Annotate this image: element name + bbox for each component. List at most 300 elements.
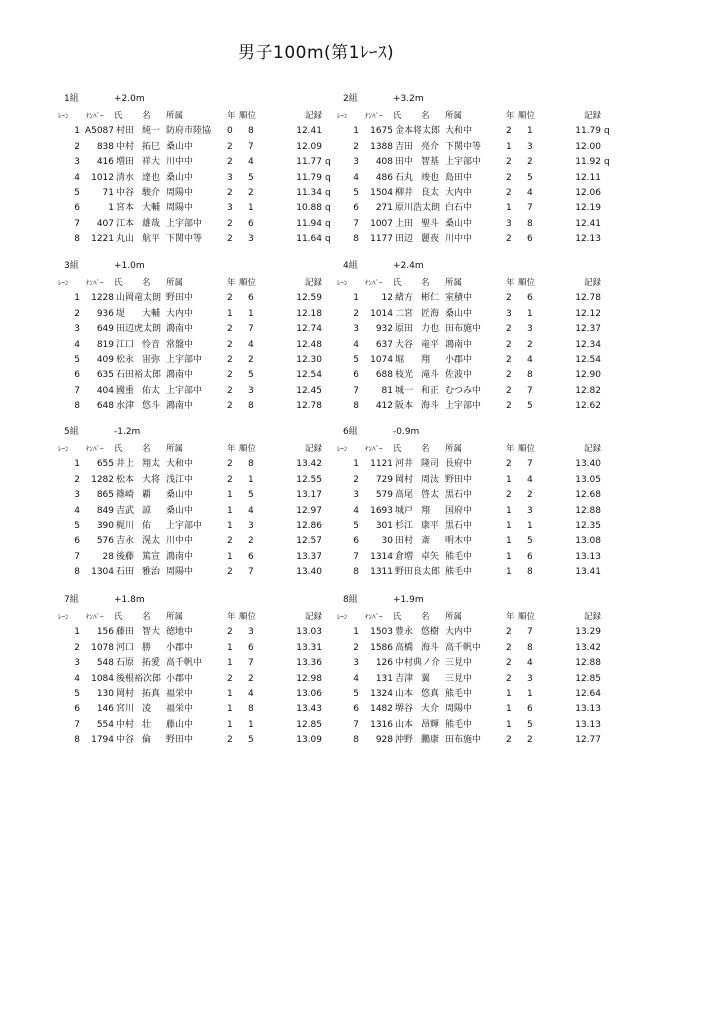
group-wind: +1.0m bbox=[114, 261, 145, 271]
cell-rec: 12.41 bbox=[296, 126, 322, 137]
cell-giv: 祥大 bbox=[142, 157, 161, 168]
cell-yr: 3 bbox=[506, 308, 512, 319]
cell-lane: 5 bbox=[353, 688, 359, 699]
cell-num: 1794 bbox=[91, 735, 114, 746]
cell-lane: 7 bbox=[74, 719, 80, 730]
result-row bbox=[337, 171, 657, 186]
cell-yr: 2 bbox=[227, 401, 233, 412]
cell-giv: 純一 bbox=[142, 126, 161, 137]
result-row bbox=[58, 155, 378, 170]
result-row bbox=[337, 672, 657, 687]
header-school: 所属 bbox=[445, 278, 463, 288]
cell-sur: 吉武 bbox=[116, 505, 135, 516]
cell-rank: 1 bbox=[527, 126, 533, 137]
cell-lane: 5 bbox=[353, 187, 359, 198]
cell-giv: 大輔 bbox=[142, 203, 161, 214]
cell-sur: 野田良太郎 bbox=[395, 567, 441, 578]
cell-yr: 2 bbox=[506, 673, 512, 684]
page-title: 男子100m(第1ﾚｰｽ) bbox=[238, 43, 395, 63]
cell-rank: 1 bbox=[248, 308, 254, 319]
cell-rec: 12.85 bbox=[296, 719, 322, 730]
cell-yr: 1 bbox=[506, 203, 512, 214]
header-number: ﾅﾝﾊﾞｰ bbox=[365, 112, 383, 120]
result-row bbox=[58, 457, 378, 472]
cell-rec: 13.37 bbox=[296, 551, 322, 562]
cell-yr: 2 bbox=[227, 157, 233, 168]
header-year: 年 bbox=[227, 444, 236, 454]
result-row bbox=[58, 504, 378, 519]
cell-num: 1177 bbox=[370, 234, 393, 245]
header-record: 記録 bbox=[304, 444, 322, 454]
result-row bbox=[58, 687, 378, 702]
cell-yr: 1 bbox=[506, 505, 512, 516]
cell-yr: 2 bbox=[506, 293, 512, 304]
header-surname: 氏 bbox=[393, 444, 402, 454]
cell-lane: 6 bbox=[74, 203, 80, 214]
column-header-row bbox=[337, 610, 657, 625]
cell-rank: 5 bbox=[248, 172, 254, 183]
header-record: 記録 bbox=[304, 278, 322, 288]
cell-num: 1282 bbox=[91, 474, 114, 485]
header-lane: ﾚｰﾝ bbox=[337, 613, 348, 621]
cell-giv: 彬仁 bbox=[421, 293, 440, 304]
result-row bbox=[337, 565, 657, 580]
cell-giv: 和正 bbox=[421, 385, 440, 396]
result-row bbox=[58, 232, 378, 247]
cell-rank: 2 bbox=[527, 339, 533, 350]
cell-num: 1482 bbox=[370, 704, 393, 715]
cell-sur: 杉江 bbox=[395, 520, 414, 531]
header-surname: 氏 bbox=[114, 278, 123, 288]
cell-lane: 4 bbox=[74, 673, 80, 684]
cell-yr: 1 bbox=[227, 704, 233, 715]
cell-rank: 8 bbox=[527, 370, 533, 381]
cell-rec: 11.79 bbox=[296, 172, 322, 183]
cell-num: 1316 bbox=[370, 719, 393, 730]
cell-rank: 2 bbox=[527, 157, 533, 168]
result-row bbox=[58, 625, 378, 640]
cell-sur: 柳井 bbox=[395, 187, 414, 198]
header-school: 所属 bbox=[166, 444, 184, 454]
cell-giv: 篤宣 bbox=[142, 551, 161, 562]
result-row bbox=[337, 457, 657, 472]
cell-rec: 12.88 bbox=[575, 505, 601, 516]
cell-sur: 江口 bbox=[116, 339, 135, 350]
cell-sur: 原川浩太朗 bbox=[395, 203, 441, 214]
cell-rank: 4 bbox=[248, 505, 254, 516]
cell-sch: 田布施中 bbox=[445, 324, 482, 335]
cell-num: 1078 bbox=[91, 642, 114, 653]
cell-sch: 桑山中 bbox=[166, 141, 194, 152]
cell-rank: 3 bbox=[527, 141, 533, 152]
cell-rank: 3 bbox=[248, 520, 254, 531]
cell-sur: 吉津 bbox=[395, 673, 414, 684]
cell-giv: 凌 bbox=[142, 704, 152, 715]
cell-lane: 6 bbox=[353, 370, 359, 381]
cell-sch: 黒石中 bbox=[445, 520, 473, 531]
cell-yr: 2 bbox=[506, 354, 512, 365]
cell-sur: 石丸 bbox=[395, 172, 414, 183]
cell-lane: 8 bbox=[353, 401, 359, 412]
result-row bbox=[58, 353, 378, 368]
cell-num: 1675 bbox=[370, 126, 393, 137]
cell-num: 579 bbox=[375, 490, 393, 501]
cell-rank: 8 bbox=[248, 459, 254, 470]
cell-sch: 桑山中 bbox=[166, 172, 194, 183]
header-given: 名 bbox=[142, 278, 151, 288]
cell-num: 1503 bbox=[370, 627, 393, 638]
header-lane: ﾚｰﾝ bbox=[58, 445, 69, 453]
cell-sur: 篠崎 bbox=[116, 490, 135, 501]
cell-lane: 7 bbox=[74, 385, 80, 396]
cell-rank: 4 bbox=[248, 157, 254, 168]
header-lane: ﾚｰﾝ bbox=[337, 279, 348, 287]
cell-num: 1693 bbox=[370, 505, 393, 516]
cell-lane: 2 bbox=[353, 141, 359, 152]
cell-num: 1228 bbox=[91, 293, 114, 304]
result-row bbox=[337, 322, 657, 337]
race-group bbox=[337, 92, 657, 248]
cell-sch: 高千帆中 bbox=[166, 658, 203, 669]
header-rank: 順位 bbox=[518, 444, 536, 454]
cell-num: 1074 bbox=[370, 354, 393, 365]
cell-rank: 4 bbox=[248, 688, 254, 699]
cell-rank: 7 bbox=[248, 567, 254, 578]
header-surname: 氏 bbox=[114, 612, 123, 622]
result-row bbox=[337, 186, 657, 201]
cell-rec: 12.35 bbox=[575, 520, 601, 531]
header-number: ﾅﾝﾊﾞｰ bbox=[86, 445, 104, 453]
header-given: 名 bbox=[142, 612, 151, 622]
header-year: 年 bbox=[506, 111, 515, 121]
column-header-row bbox=[337, 109, 657, 124]
cell-sch: 下関中等 bbox=[166, 234, 203, 245]
result-row bbox=[58, 171, 378, 186]
cell-sch: 大内中 bbox=[166, 308, 194, 319]
result-row bbox=[58, 368, 378, 383]
cell-num: 1084 bbox=[91, 673, 114, 684]
cell-rec: 12.13 bbox=[575, 234, 601, 245]
cell-num: 1012 bbox=[91, 172, 114, 183]
cell-giv: 翔 bbox=[421, 354, 431, 365]
cell-sch: 周陽中 bbox=[166, 567, 194, 578]
cell-sch: 小郡中 bbox=[445, 354, 473, 365]
group-name: 8組 bbox=[343, 595, 358, 605]
cell-num: 637 bbox=[375, 339, 393, 350]
header-rank: 順位 bbox=[239, 278, 257, 288]
result-row bbox=[337, 718, 657, 733]
cell-giv: 力也 bbox=[421, 324, 440, 335]
cell-rec: 12.09 bbox=[296, 141, 322, 152]
cell-rec: 13.09 bbox=[296, 735, 322, 746]
cell-rank: 5 bbox=[527, 401, 533, 412]
cell-rec: 13.40 bbox=[296, 567, 322, 578]
cell-sur: 松本 bbox=[116, 474, 135, 485]
cell-sur: 中村 bbox=[116, 719, 135, 730]
cell-giv: 雅治 bbox=[142, 567, 161, 578]
cell-sch: 上宇部中 bbox=[445, 401, 482, 412]
cell-num: 156 bbox=[96, 627, 114, 638]
cell-giv: 翔 bbox=[421, 505, 431, 516]
cell-sch: 熊毛中 bbox=[445, 688, 473, 699]
result-row bbox=[337, 504, 657, 519]
cell-sch: 浅江中 bbox=[166, 474, 194, 485]
cell-rec: 12.41 bbox=[575, 218, 601, 229]
header-record: 記録 bbox=[583, 111, 601, 121]
result-row bbox=[337, 201, 657, 216]
cell-yr: 2 bbox=[506, 370, 512, 381]
group-name: 1組 bbox=[64, 94, 79, 104]
header-rank: 順位 bbox=[518, 612, 536, 622]
cell-rec: 12.85 bbox=[575, 673, 601, 684]
cell-sur: 江本 bbox=[116, 218, 135, 229]
cell-sur: 二宮 bbox=[395, 308, 414, 319]
cell-yr: 2 bbox=[227, 141, 233, 152]
cell-sur: 宮川 bbox=[116, 704, 135, 715]
cell-lane: 3 bbox=[74, 658, 80, 669]
cell-lane: 2 bbox=[353, 308, 359, 319]
cell-yr: 2 bbox=[227, 385, 233, 396]
cell-lane: 7 bbox=[353, 218, 359, 229]
header-school: 所属 bbox=[166, 612, 184, 622]
cell-giv: 宙弥 bbox=[142, 354, 161, 365]
cell-num: 576 bbox=[96, 536, 114, 547]
cell-sur: 岡村 bbox=[116, 688, 135, 699]
cell-lane: 4 bbox=[74, 172, 80, 183]
cell-yr: 1 bbox=[506, 567, 512, 578]
result-row bbox=[337, 368, 657, 383]
cell-num: 416 bbox=[96, 157, 114, 168]
cell-yr: 3 bbox=[227, 172, 233, 183]
cell-lane: 3 bbox=[74, 490, 80, 501]
group-name: 4組 bbox=[343, 261, 358, 271]
cell-rank: 5 bbox=[527, 536, 533, 547]
cell-q: q bbox=[325, 234, 331, 245]
cell-yr: 2 bbox=[227, 187, 233, 198]
cell-lane: 1 bbox=[74, 459, 80, 470]
cell-giv: 佑 bbox=[142, 520, 152, 531]
cell-num: 729 bbox=[375, 474, 393, 485]
cell-giv: 海斗 bbox=[421, 401, 440, 412]
cell-yr: 1 bbox=[506, 688, 512, 699]
cell-rank: 7 bbox=[248, 141, 254, 152]
cell-lane: 2 bbox=[353, 474, 359, 485]
cell-lane: 4 bbox=[74, 505, 80, 516]
cell-yr: 2 bbox=[506, 642, 512, 653]
header-rank: 順位 bbox=[239, 444, 257, 454]
cell-sch: 野田中 bbox=[445, 474, 473, 485]
cell-sch: 常盤中 bbox=[166, 339, 194, 350]
cell-sch: 鴻南中 bbox=[445, 339, 473, 350]
cell-rec: 12.82 bbox=[575, 385, 601, 396]
cell-sur: 村田 bbox=[116, 126, 135, 137]
cell-num: 130 bbox=[96, 688, 114, 699]
group-header bbox=[337, 92, 657, 109]
cell-num: 648 bbox=[96, 401, 114, 412]
cell-rank: 2 bbox=[248, 673, 254, 684]
group-wind: +2.4m bbox=[393, 261, 424, 271]
cell-yr: 2 bbox=[506, 401, 512, 412]
cell-giv: 航平 bbox=[142, 234, 161, 245]
cell-num: 1586 bbox=[370, 642, 393, 653]
cell-yr: 2 bbox=[506, 157, 512, 168]
header-school: 所属 bbox=[445, 612, 463, 622]
result-row bbox=[58, 672, 378, 687]
cell-rank: 6 bbox=[527, 704, 533, 715]
cell-sch: 周陽中 bbox=[166, 203, 194, 214]
cell-giv: 周汰 bbox=[421, 474, 440, 485]
header-number: ﾅﾝﾊﾞｰ bbox=[365, 279, 383, 287]
cell-sch: 川中中 bbox=[166, 157, 194, 168]
cell-rec: 13.40 bbox=[575, 459, 601, 470]
column-header-row bbox=[58, 276, 378, 291]
cell-sur: 沖野 bbox=[395, 735, 414, 746]
cell-rec: 13.42 bbox=[575, 642, 601, 653]
cell-sch: 鴻南中 bbox=[166, 551, 194, 562]
header-year: 年 bbox=[227, 612, 236, 622]
cell-giv: 大輔 bbox=[142, 308, 161, 319]
cell-rec: 13.36 bbox=[296, 658, 322, 669]
cell-giv: 隆司 bbox=[421, 459, 440, 470]
result-row bbox=[337, 702, 657, 717]
cell-lane: 4 bbox=[353, 339, 359, 350]
cell-rec: 13.17 bbox=[296, 490, 322, 501]
cell-yr: 1 bbox=[227, 658, 233, 669]
cell-rec: 12.68 bbox=[575, 490, 601, 501]
cell-rec: 13.29 bbox=[575, 627, 601, 638]
cell-sur: 田辺 bbox=[395, 234, 414, 245]
cell-yr: 2 bbox=[227, 324, 233, 335]
cell-sur: 山岡竜太朗 bbox=[116, 293, 162, 304]
result-row bbox=[58, 140, 378, 155]
cell-sch: 上宇部中 bbox=[166, 385, 203, 396]
cell-yr: 1 bbox=[506, 719, 512, 730]
result-row bbox=[337, 232, 657, 247]
cell-giv: 竜平 bbox=[421, 339, 440, 350]
header-surname: 氏 bbox=[393, 612, 402, 622]
result-row bbox=[58, 733, 378, 748]
cell-sch: 三見中 bbox=[445, 673, 473, 684]
cell-q: q bbox=[604, 157, 610, 168]
cell-rank: 6 bbox=[248, 642, 254, 653]
cell-sur: 倉増 bbox=[395, 551, 414, 562]
cell-rec: 12.11 bbox=[575, 172, 601, 183]
cell-rank: 1 bbox=[527, 688, 533, 699]
header-number: ﾅﾝﾊﾞｰ bbox=[86, 279, 104, 287]
result-row bbox=[58, 718, 378, 733]
cell-rec: 12.12 bbox=[575, 308, 601, 319]
cell-lane: 2 bbox=[74, 141, 80, 152]
header-surname: 氏 bbox=[114, 111, 123, 121]
cell-rank: 7 bbox=[527, 627, 533, 638]
cell-num: 849 bbox=[96, 505, 114, 516]
cell-sur: 後藤 bbox=[116, 551, 135, 562]
result-row bbox=[337, 625, 657, 640]
cell-rec: 12.37 bbox=[575, 324, 601, 335]
cell-sur: 緒方 bbox=[395, 293, 414, 304]
result-row bbox=[337, 550, 657, 565]
header-record: 記録 bbox=[583, 278, 601, 288]
cell-rec: 12.45 bbox=[296, 385, 322, 396]
cell-yr: 2 bbox=[506, 126, 512, 137]
cell-num: 865 bbox=[96, 490, 114, 501]
cell-lane: 6 bbox=[353, 704, 359, 715]
cell-num: 126 bbox=[375, 658, 393, 669]
cell-sur: 國重 bbox=[116, 385, 135, 396]
result-row bbox=[58, 384, 378, 399]
cell-lane: 8 bbox=[353, 234, 359, 245]
cell-sur: 田村 bbox=[395, 536, 414, 547]
cell-lane: 1 bbox=[353, 459, 359, 470]
cell-lane: 3 bbox=[353, 658, 359, 669]
cell-giv: 拓真 bbox=[142, 688, 161, 699]
result-row bbox=[337, 687, 657, 702]
result-row bbox=[58, 488, 378, 503]
cell-num: 409 bbox=[96, 354, 114, 365]
header-record: 記録 bbox=[583, 612, 601, 622]
cell-sch: 鴻南中 bbox=[166, 370, 194, 381]
cell-sch: 上宇部中 bbox=[166, 520, 203, 531]
cell-rank: 2 bbox=[527, 490, 533, 501]
cell-sch: 室積中 bbox=[445, 293, 473, 304]
cell-lane: 1 bbox=[74, 126, 80, 137]
cell-yr: 1 bbox=[227, 688, 233, 699]
result-row bbox=[58, 338, 378, 353]
cell-num: 936 bbox=[96, 308, 114, 319]
cell-rec: 13.08 bbox=[575, 536, 601, 547]
cell-lane: 8 bbox=[74, 401, 80, 412]
group-header bbox=[337, 593, 657, 610]
cell-num: 1324 bbox=[370, 688, 393, 699]
cell-sch: 桑山中 bbox=[166, 490, 194, 501]
cell-yr: 1 bbox=[227, 642, 233, 653]
cell-lane: 1 bbox=[353, 627, 359, 638]
cell-yr: 2 bbox=[506, 234, 512, 245]
cell-yr: 2 bbox=[227, 474, 233, 485]
cell-rec: 11.64 bbox=[296, 234, 322, 245]
cell-rank: 3 bbox=[248, 234, 254, 245]
cell-num: 635 bbox=[96, 370, 114, 381]
group-header bbox=[337, 425, 657, 442]
cell-lane: 2 bbox=[74, 642, 80, 653]
result-row bbox=[58, 534, 378, 549]
header-rank: 順位 bbox=[518, 111, 536, 121]
cell-num: 838 bbox=[96, 141, 114, 152]
header-record: 記録 bbox=[304, 612, 322, 622]
group-header bbox=[58, 593, 378, 610]
cell-rank: 1 bbox=[248, 203, 254, 214]
cell-yr: 0 bbox=[227, 126, 233, 137]
result-row bbox=[337, 399, 657, 414]
cell-sur: 阪本 bbox=[395, 401, 414, 412]
group-wind: -1.2m bbox=[114, 427, 141, 437]
cell-rank: 3 bbox=[527, 505, 533, 516]
header-surname: 氏 bbox=[393, 111, 402, 121]
cell-rec: 13.31 bbox=[296, 642, 322, 653]
header-number: ﾅﾝﾊﾞｰ bbox=[86, 112, 104, 120]
cell-q: q bbox=[325, 203, 331, 214]
cell-giv: 匠海 bbox=[421, 308, 440, 319]
header-year: 年 bbox=[506, 278, 515, 288]
cell-sur: 石田裕太郎 bbox=[116, 370, 162, 381]
cell-sch: 福栄中 bbox=[166, 688, 194, 699]
cell-lane: 3 bbox=[353, 324, 359, 335]
cell-rec: 12.00 bbox=[575, 141, 601, 152]
cell-num: 548 bbox=[96, 658, 114, 669]
cell-sch: 熊毛中 bbox=[445, 567, 473, 578]
cell-sur: 丸山 bbox=[116, 234, 135, 245]
cell-num: 12 bbox=[381, 293, 393, 304]
